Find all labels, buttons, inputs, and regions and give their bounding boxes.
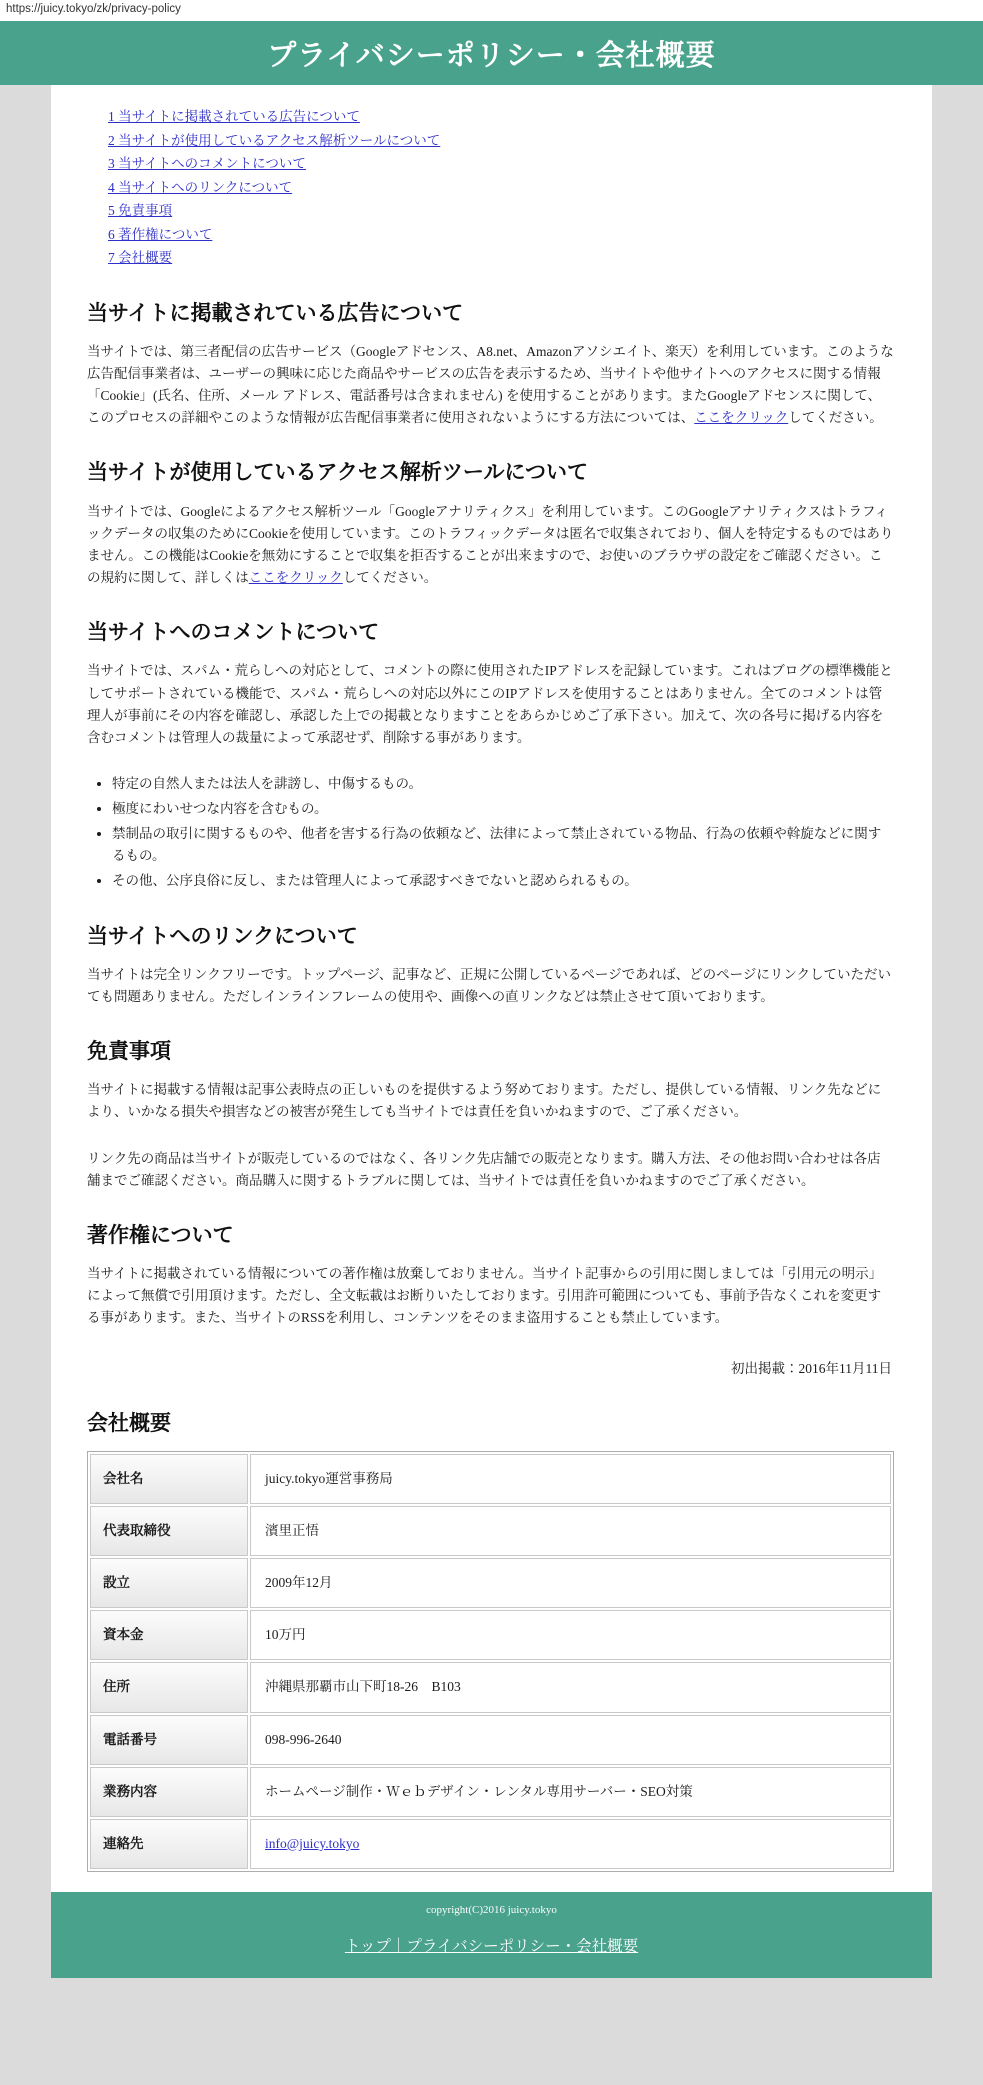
founded-value: 2009年12月 <box>250 1558 891 1608</box>
toc-link-copyright[interactable]: 6 著作権について <box>108 226 213 242</box>
page-title: プライバシーポリシー・会社概要 <box>267 39 716 72</box>
company-info-table <box>87 1451 894 1872</box>
toc-link-links[interactable]: 4 当サイトへのリンクについて <box>108 179 293 195</box>
section-disclaimer-heading: 免責事項 <box>87 1040 171 1064</box>
comment-rules-list <box>87 773 894 893</box>
section-comments <box>87 619 894 892</box>
list-item: • 極度にわいせつな内容を含むもの。 <box>112 798 894 820</box>
section-company-heading: 会社概要 <box>87 1411 171 1435</box>
table-row <box>90 1715 891 1765</box>
section-ads-text-tail: してください。 <box>788 410 883 426</box>
first-published-date: 初出掲載：2016年11月11日 <box>731 1360 892 1376</box>
section-copyright <box>87 1222 894 1380</box>
section-ads <box>87 300 894 430</box>
ceo-label: 代表取締役 <box>90 1506 248 1556</box>
section-company <box>87 1410 894 1872</box>
table-row <box>90 1662 891 1712</box>
company-name-label: 会社名 <box>90 1454 248 1504</box>
list-item: • 禁制品の取引に関するものや、他者を害する行為の依頼など、法律によって禁止されている物品、行為の依頼や斡旋などに関するもの。 <box>112 823 894 867</box>
section-analytics <box>87 459 894 589</box>
main-content <box>51 85 932 1892</box>
capital-value: 10万円 <box>250 1610 891 1660</box>
section-links-paragraph: 当サイトは完全リンクフリーです。トップページ、記事など、正規に公開しているページであれば、どのページにリンクしていただいても問題ありません。ただしインラインフレームの使用や、画像への直リンクなどは禁止させて頂いております。 <box>87 966 892 1004</box>
table-row <box>90 1454 891 1504</box>
toc-link-comments[interactable]: 3 当サイトへのコメントについて <box>108 156 306 171</box>
section-analytics-heading: 当サイトが使用しているアクセス解析ツールについて <box>87 461 589 485</box>
contact-value-cell <box>250 1819 891 1869</box>
page-url: https://juicy.tokyo/zk/privacy-policy <box>6 3 181 15</box>
section-analytics-text-tail: してください。 <box>342 569 438 585</box>
analytics-click-here-link[interactable]: ここをクリック <box>248 569 343 585</box>
section-links <box>87 923 894 1009</box>
company-name-value: juicy.tokyo運営事務局 <box>250 1454 891 1504</box>
list-item: • 特定の自然人または法人を誹謗し、中傷するもの。 <box>112 773 894 795</box>
phone-value: 098-996-2640 <box>250 1715 891 1765</box>
section-ads-heading: 当サイトに掲載されている広告について <box>87 301 464 325</box>
footer <box>51 1892 932 1978</box>
content-column <box>51 85 932 1892</box>
address-label: 住所 <box>90 1662 248 1712</box>
table-of-contents <box>108 105 894 270</box>
ceo-value: 濱里正悟 <box>250 1506 891 1556</box>
toc-link-analytics[interactable]: 2 当サイトが使用しているアクセス解析ツールについて <box>108 132 441 148</box>
toc-link-disclaimer[interactable]: 5 免責事項 <box>108 203 173 218</box>
founded-label: 設立 <box>90 1558 248 1608</box>
table-row <box>90 1506 891 1556</box>
section-disclaimer-paragraph-2: リンク先の商品は当サイトが販売しているのではなく、各リンク先店舗での販売となります。購入方法、その他お問い合わせは各店舗までご確認ください。商品購入に関するトラブルに関しては、当サイトでは責任を負いかねますのでご了承ください。 <box>87 1150 881 1188</box>
contact-email-link[interactable]: info@juicy.tokyo <box>265 1835 360 1851</box>
table-row <box>90 1558 891 1608</box>
contact-label: 連絡先 <box>90 1819 248 1869</box>
section-disclaimer <box>87 1038 894 1192</box>
section-disclaimer-paragraph-1: 当サイトに掲載する情報は記事公表時点の正しいものを提供するよう努めております。ただし、提供している情報、リンク先などにより、いかなる損失や損害などの被害が発生しても当サイトでは責任を負いかねますので、ご了承ください。 <box>87 1082 882 1120</box>
section-copyright-paragraph: 当サイトに掲載されている情報についての著作権は放棄しておりません。当サイト記事からの引用に関しましては「引用元の明示」によって無償で引用頂けます。ただし、全文転載はお断りいたしております。引用許可範囲についても、事前予告なくこれを変更する事があります。また、当サイトのRSSを利用し、コンテンツをそのまま盗用することも禁止しています。 <box>87 1266 883 1326</box>
address-value: 沖縄県那覇市山下町18-26 B103 <box>250 1662 891 1712</box>
browser-url-bar <box>0 0 983 21</box>
toc-link-company[interactable]: 7 会社概要 <box>108 250 173 265</box>
section-comments-paragraph: 当サイトでは、スパム・荒らしへの対応として、コメントの際に使用されたIPアドレスを記録しています。これはブログの標準機能としてサポートされている機能で、スパム・荒らしへの対応以外にこのIPアドレスを使用することはありません。全てのコメントは管理人が事前にその内容を確認し、承認した上での掲載となりますことをあらかじめご了承下さい。加えて、次の各号に掲げる内容を含むコメントは管理人の裁量によって承認せず、削除する事があります。 <box>87 663 893 745</box>
business-value: ホームページ制作・Ｗｅｂデザイン・レンタル専用サーバー・SEO対策 <box>250 1767 891 1817</box>
phone-label: 電話番号 <box>90 1715 248 1765</box>
toc-link-ads[interactable]: 1 当サイトに掲載されている広告について <box>108 109 360 124</box>
table-row <box>90 1610 891 1660</box>
section-analytics-paragraph <box>87 501 894 590</box>
section-analytics-text: 当サイトでは、Googleによるアクセス解析ツール「Googleアナリティクス」を利用しています。このGoogleアナリティクスはトラフィックデータの収集のためにCookieを使用しています。このトラフィックデータは匿名で収集されており、個人を特定するものではありません。この機能はCookieを無効にすることで収集を拒否することが出来ますので、お使いのブラウザの設定をご確認ください。この規約に関して、詳しくは <box>87 503 894 585</box>
section-links-heading: 当サイトへのリンクについて <box>87 924 358 948</box>
section-comments-heading: 当サイトへのコメントについて <box>87 621 380 645</box>
table-row <box>90 1767 891 1817</box>
section-ads-text: 当サイトでは、第三者配信の広告サービス（Googleアドセンス、A8.net、Amazonアソシエイト、楽天）を利用しています。このような広告配信事業者は、ユーザーの興味に応じた商品やサービスの広告を表示するため、当サイトや他サイトへのアクセスに関する情報 「Cookie」(氏名、住所、メール アドレス、電話番号は含まれません) を使用することがあります。またGoogleアドセンスに関して、このプロセスの詳細やこのような情報が広告配信事業者に使用されないようにする方法については、 <box>87 343 894 426</box>
capital-label: 資本金 <box>90 1610 248 1660</box>
footer-copyright: copyright(C)2016 juicy.tokyo <box>426 1903 557 1916</box>
business-label: 業務内容 <box>90 1767 248 1817</box>
section-copyright-heading: 著作権について <box>87 1223 234 1247</box>
list-item: • その他、公序良俗に反し、または管理人によって承認すべきでないと認められるもの。 <box>112 870 894 892</box>
footer-nav-link[interactable]: トップ｜プライバシーポリシー・会社概要 <box>344 1937 639 1955</box>
section-ads-paragraph <box>87 341 894 430</box>
masthead <box>0 21 983 85</box>
table-row <box>90 1819 891 1869</box>
ads-click-here-link[interactable]: ここをクリック <box>694 410 789 426</box>
